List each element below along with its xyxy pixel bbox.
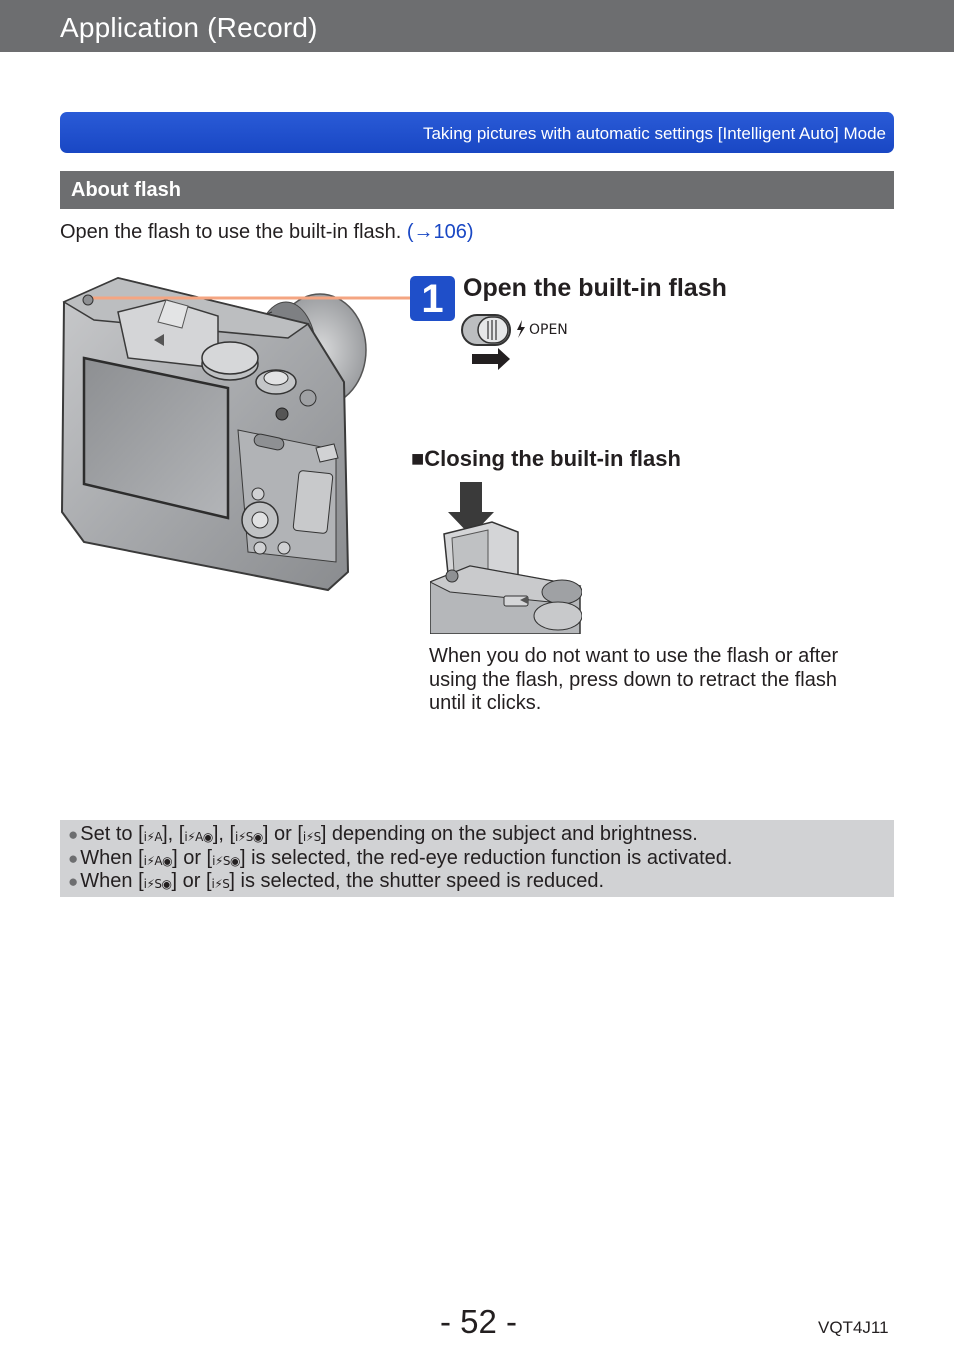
note-item: ● Set to [ⅰ⚡A], [ⅰ⚡A◉], [ⅰ⚡S◉] or [ⅰ⚡S] depending on the subject and brightness. [68,823,698,845]
section-heading-bar [60,171,894,209]
switch-open-label: OPEN [529,322,568,338]
closing-flash-description: When you do not want to use the flash or after using the flash, press down to retract the flash until it clicks. [429,645,839,714]
bullet-icon: ● [68,825,79,844]
document-code: VQT4J11 [818,1318,889,1337]
step-number-badge: 1 [410,276,455,321]
section-heading: About flash [71,179,181,201]
ia-flash-redeye-icon: ⅰ⚡A◉ [184,830,213,844]
flash-switch-icon [460,312,580,372]
mode-banner [60,112,894,153]
closing-flash-heading: ■Closing the built-in flash [411,446,681,471]
page-number: - 52 - [440,1303,518,1340]
bullet-icon: ● [68,849,79,868]
ia-flash-slowsync-redeye-icon: ⅰ⚡S◉ [212,854,240,868]
ia-flash-auto-icon: ⅰ⚡A [143,830,163,844]
ia-flash-slowsync-redeye-icon: ⅰ⚡S◉ [143,877,172,891]
closing-flash-illustration [430,482,582,634]
ia-flash-redeye-icon: ⅰ⚡A◉ [143,854,173,868]
mode-banner-text: Taking pictures with automatic settings [Intelligent Auto] Mode [422,124,886,143]
ia-flash-slowsync-icon: ⅰ⚡S [302,830,321,844]
notes-box [60,820,894,897]
page-header-bar [0,0,954,52]
camera-rear-illustration [58,272,410,596]
section-intro [60,221,474,244]
ia-flash-slowsync-redeye-icon: ⅰ⚡S◉ [235,830,263,844]
note-item: ● When [ⅰ⚡S◉] or [ⅰ⚡S] is selected, the shutter speed is reduced. [68,870,605,892]
page-header-title: Application (Record) [60,12,318,43]
flash-switch-illustration [460,312,580,372]
note-item: ● When [ⅰ⚡A◉] or [ⅰ⚡S◉] is selected, the red-eye reduction function is activated. [68,847,733,869]
ia-flash-slowsync-icon: ⅰ⚡S [211,877,230,891]
page-reference-link[interactable]: (→106) [406,221,474,243]
bullet-icon: ● [68,872,79,891]
step-title: Open the built-in flash [463,274,727,302]
intro-text: Open the flash to use the built-in flash. [60,221,402,243]
